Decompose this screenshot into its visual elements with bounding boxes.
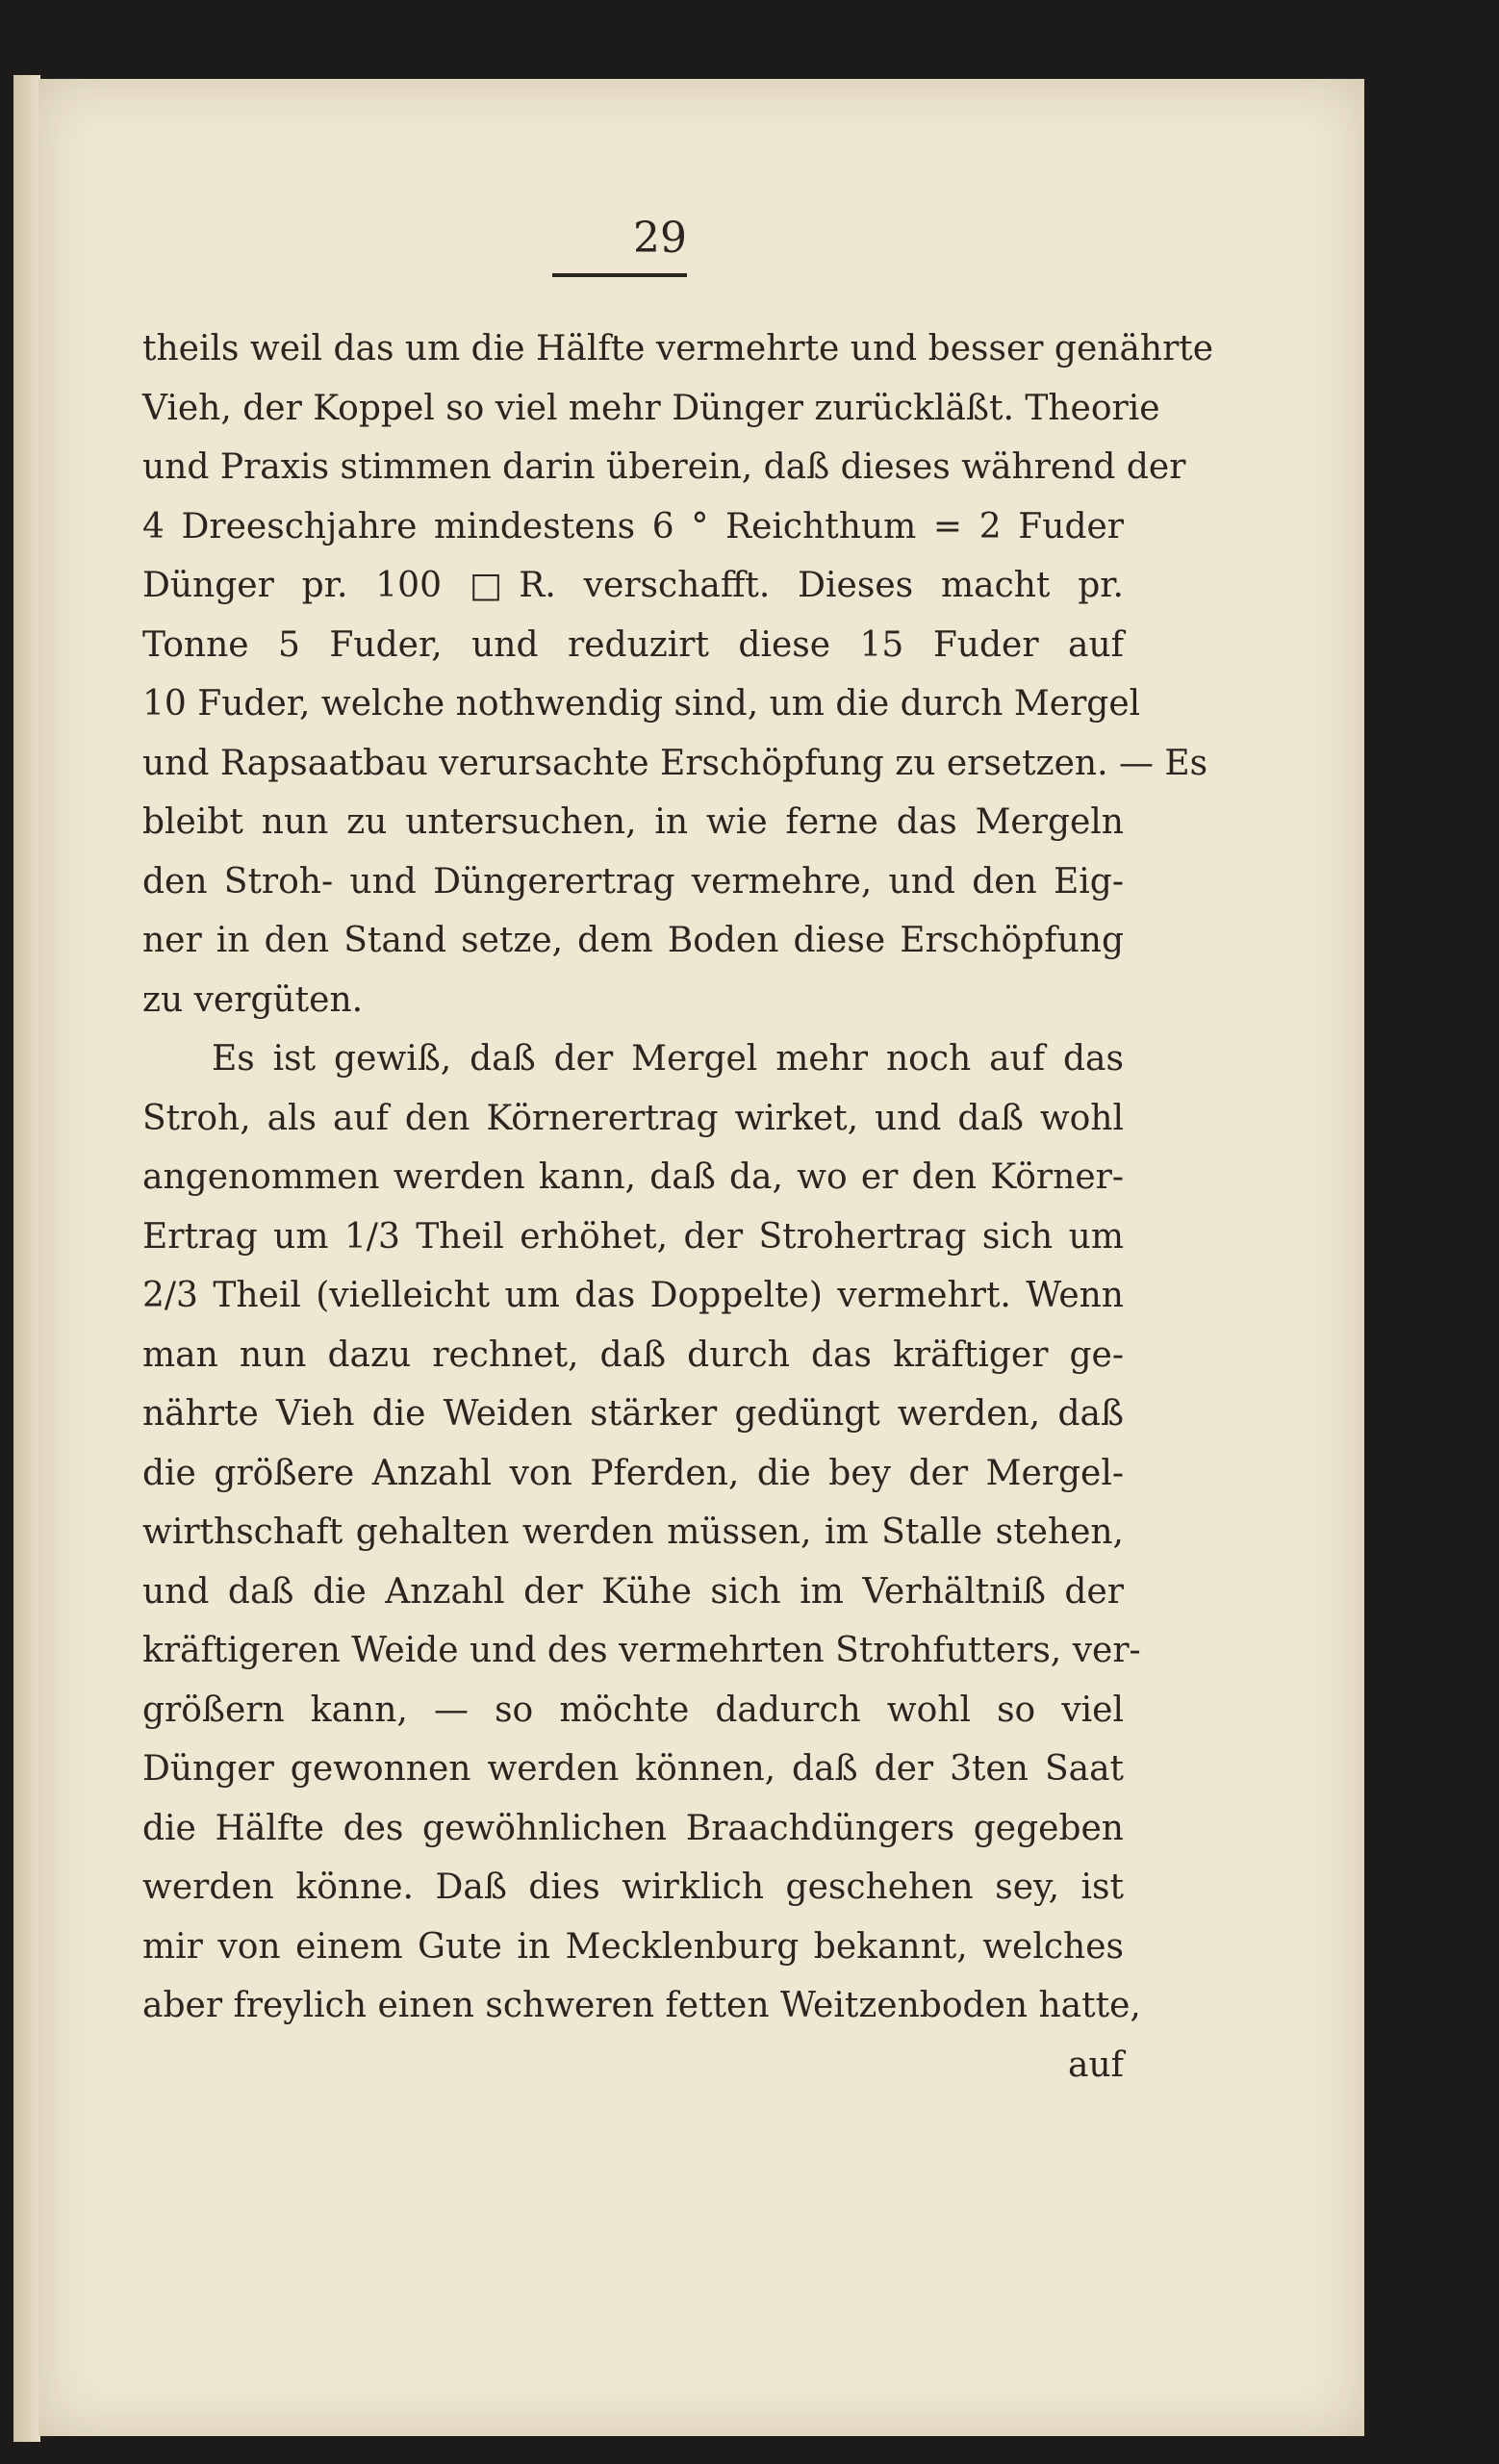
text-line: wirthschaft gehalten werden müssen, im Stalle stehen,: [142, 1512, 1124, 1552]
page-number-rule: [552, 273, 687, 277]
catchword: auf: [1068, 2045, 1124, 2085]
text-line: werden könne. Daß dies wirklich geschehen sey, ist: [142, 1867, 1124, 1907]
body-text: [142, 319, 1214, 2095]
page-sheet: [38, 79, 1364, 2436]
text-line: und Rapsaatbau verursachte Erschöpfung zu ersetzen. — Es: [142, 743, 1208, 783]
text-line: und Praxis stimmen darin überein, daß dieses während der: [142, 447, 1186, 487]
text-line: bleibt nun zu untersuchen, in wie ferne das Mergeln: [142, 802, 1124, 842]
text-line: mir von einem Gute in Mecklenburg bekannt, welches: [142, 1926, 1124, 1967]
page-number: 29: [633, 214, 687, 263]
text-line: theils weil das um die Hälfte vermehrte und besser genährte: [142, 329, 1214, 368]
text-line: ner in den Stand setze, dem Boden diese Erschöpfung: [142, 921, 1124, 960]
text-line: Stroh, als auf den Körnerertrag wirket, und daß wohl: [142, 1098, 1124, 1138]
text-line: nährte Vieh die Weiden stärker gedüngt werden, daß: [142, 1394, 1124, 1434]
text-line: aber freylich einen schweren fetten Weitzenboden hatte,: [142, 1986, 1141, 2025]
text-line: und daß die Anzahl der Kühe sich im Verhältniß der: [142, 1571, 1124, 1612]
text-line: Tonne 5 Fuder, und reduzirt diese 15 Fuder auf: [142, 624, 1124, 665]
text-line: größern kann, — so möchte dadurch wohl so viel: [142, 1689, 1124, 1730]
text-line: angenommen werden kann, daß da, wo er den Körner-: [142, 1157, 1124, 1197]
text-line: zu vergüten.: [142, 979, 364, 1020]
text-line: man nun dazu rechnet, daß durch das kräftiger ge-: [142, 1334, 1124, 1375]
text-line: Ertrag um 1/3 Theil erhöhet, der Strohertrag sich um: [142, 1216, 1124, 1257]
text-line: Vieh, der Koppel so viel mehr Dünger zurückläßt. Theorie: [142, 388, 1160, 428]
text-line: 4 Dreeschjahre mindestens 6 ° Reichthum = 2 Fuder: [142, 506, 1124, 546]
text-line: 2/3 Theil (vielleicht um das Doppelte) vermehrt. Wenn: [142, 1276, 1124, 1315]
text-line: die Hälfte des gewöhnlichen Braachdüngers gegeben: [142, 1808, 1124, 1848]
text-line: Dünger pr. 100 □R. verschafft. Dieses macht pr.: [142, 566, 1124, 605]
text-line: Dünger gewonnen werden können, daß der 3ten Saat: [142, 1749, 1124, 1789]
facing-page-edge: [13, 75, 40, 2442]
text-line: den Stroh- und Düngerertrag vermehre, und den Eig-: [142, 861, 1124, 902]
text-line: kräftigeren Weide und des vermehrten Strohfutters, ver-: [142, 1631, 1141, 1670]
text-line: 10 Fuder, welche nothwendig sind, um die durch Mergel: [142, 684, 1141, 724]
text-line: Es ist gewiß, daß der Mergel mehr noch auf das: [212, 1039, 1124, 1079]
text-line: die größere Anzahl von Pferden, die bey der Mergel-: [142, 1453, 1124, 1493]
